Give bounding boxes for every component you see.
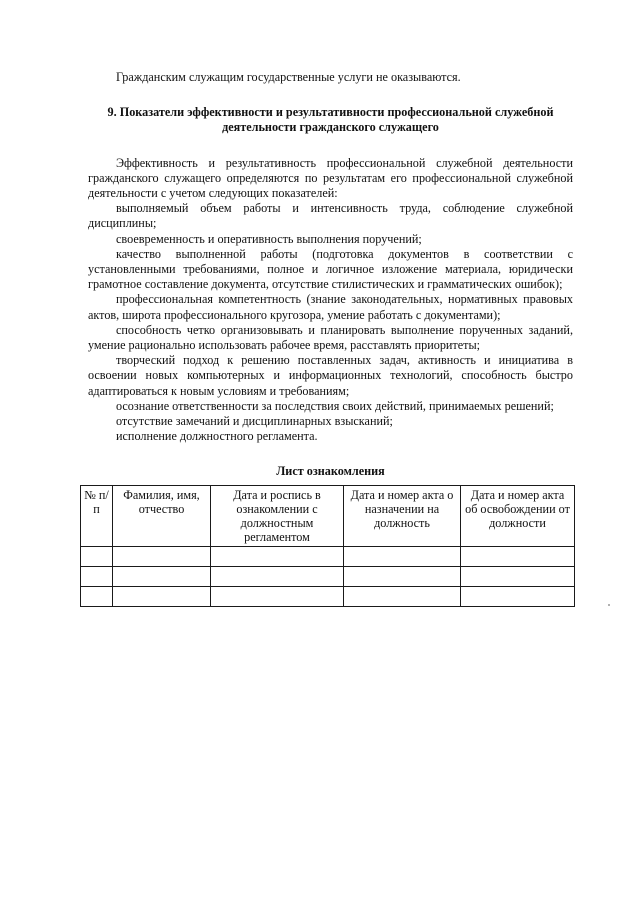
table-cell: [81, 567, 113, 587]
document-body: [88, 70, 573, 494]
paragraph-intro: Эффективность и результативность профессиональной служебной деятельности гражданского служащего определяются по результатам его профессиональной служебной деятельности с учетом следующих показателей:: [88, 155, 573, 201]
table-header-row: [81, 486, 575, 547]
table-cell: [461, 547, 575, 567]
table-cell: [461, 587, 575, 607]
table-cell: [211, 547, 344, 567]
table-cell: [344, 587, 461, 607]
table-cell: [344, 547, 461, 567]
table-row: [81, 587, 575, 607]
paragraph-item: своевременность и оперативность выполнения поручений;: [116, 231, 422, 246]
paragraph-item: исполнение должностного регламента.: [116, 429, 318, 444]
table-cell: [113, 587, 211, 607]
acknowledgement-table: [80, 485, 575, 607]
table-cell: [461, 567, 575, 587]
table-cell: [113, 567, 211, 587]
table-row: [81, 567, 575, 587]
scan-speck: [608, 604, 610, 606]
table-cell: [344, 567, 461, 587]
section-heading-line-1: 9. Показатели эффективности и результативности профессиональной служебной: [107, 105, 554, 120]
intro-line: Гражданским служащим государственные услуги не оказываются.: [116, 70, 461, 84]
table-cell: [81, 587, 113, 607]
table-cell: [211, 567, 344, 587]
paragraph-item: способность четко организовывать и планировать выполнение порученных заданий, умение рационально использовать рабочее время, расставлять приоритеты;: [88, 322, 573, 353]
paragraph-item: отсутствие замечаний и дисциплинарных взысканий;: [116, 414, 393, 429]
paragraph-item: профессиональная компетентность (знание законодательных, нормативных правовых актов, широта профессионального кругозора, умение работать с документами);: [88, 292, 573, 322]
table-cell: [81, 547, 113, 567]
column-header-appointment-act: Дата и номер акта о назначении на должность: [344, 486, 461, 547]
paragraph-item: осознание ответственности за последствия своих действий, принимаемых решений;: [116, 398, 554, 413]
column-header-number: № п/п: [81, 486, 113, 547]
table-row: [81, 547, 575, 567]
section-heading: [88, 105, 573, 135]
column-header-dismissal-act: Дата и номер акта об освобождении от должности: [461, 486, 575, 547]
paragraph-item: выполняемый объем работы и интенсивность труда, соблюдение служебной дисциплины;: [88, 201, 573, 231]
paragraph-item: творческий подход к решению поставленных задач, активность и инициатива в освоении новых компьютерных и информационных технологий, способность быстро адаптироваться к новым условиям и требованиям;: [88, 353, 573, 398]
section-heading-line-2: деятельности гражданского служащего: [222, 120, 439, 135]
paragraph-item: качество выполненной работы (подготовка документов в соответствии с установленными требованиями, полное и логичное изложение материала, юридически грамотное составление документа, отсутствие стилистических и грамматических ошибок);: [88, 246, 573, 292]
table-cell: [211, 587, 344, 607]
list-title: Лист ознакомления: [276, 464, 385, 479]
column-header-signature-date: Дата и роспись в ознакомлении с должностным регламентом: [211, 486, 344, 547]
table-cell: [113, 547, 211, 567]
column-header-full-name: Фамилия, имя, отчество: [113, 486, 211, 547]
